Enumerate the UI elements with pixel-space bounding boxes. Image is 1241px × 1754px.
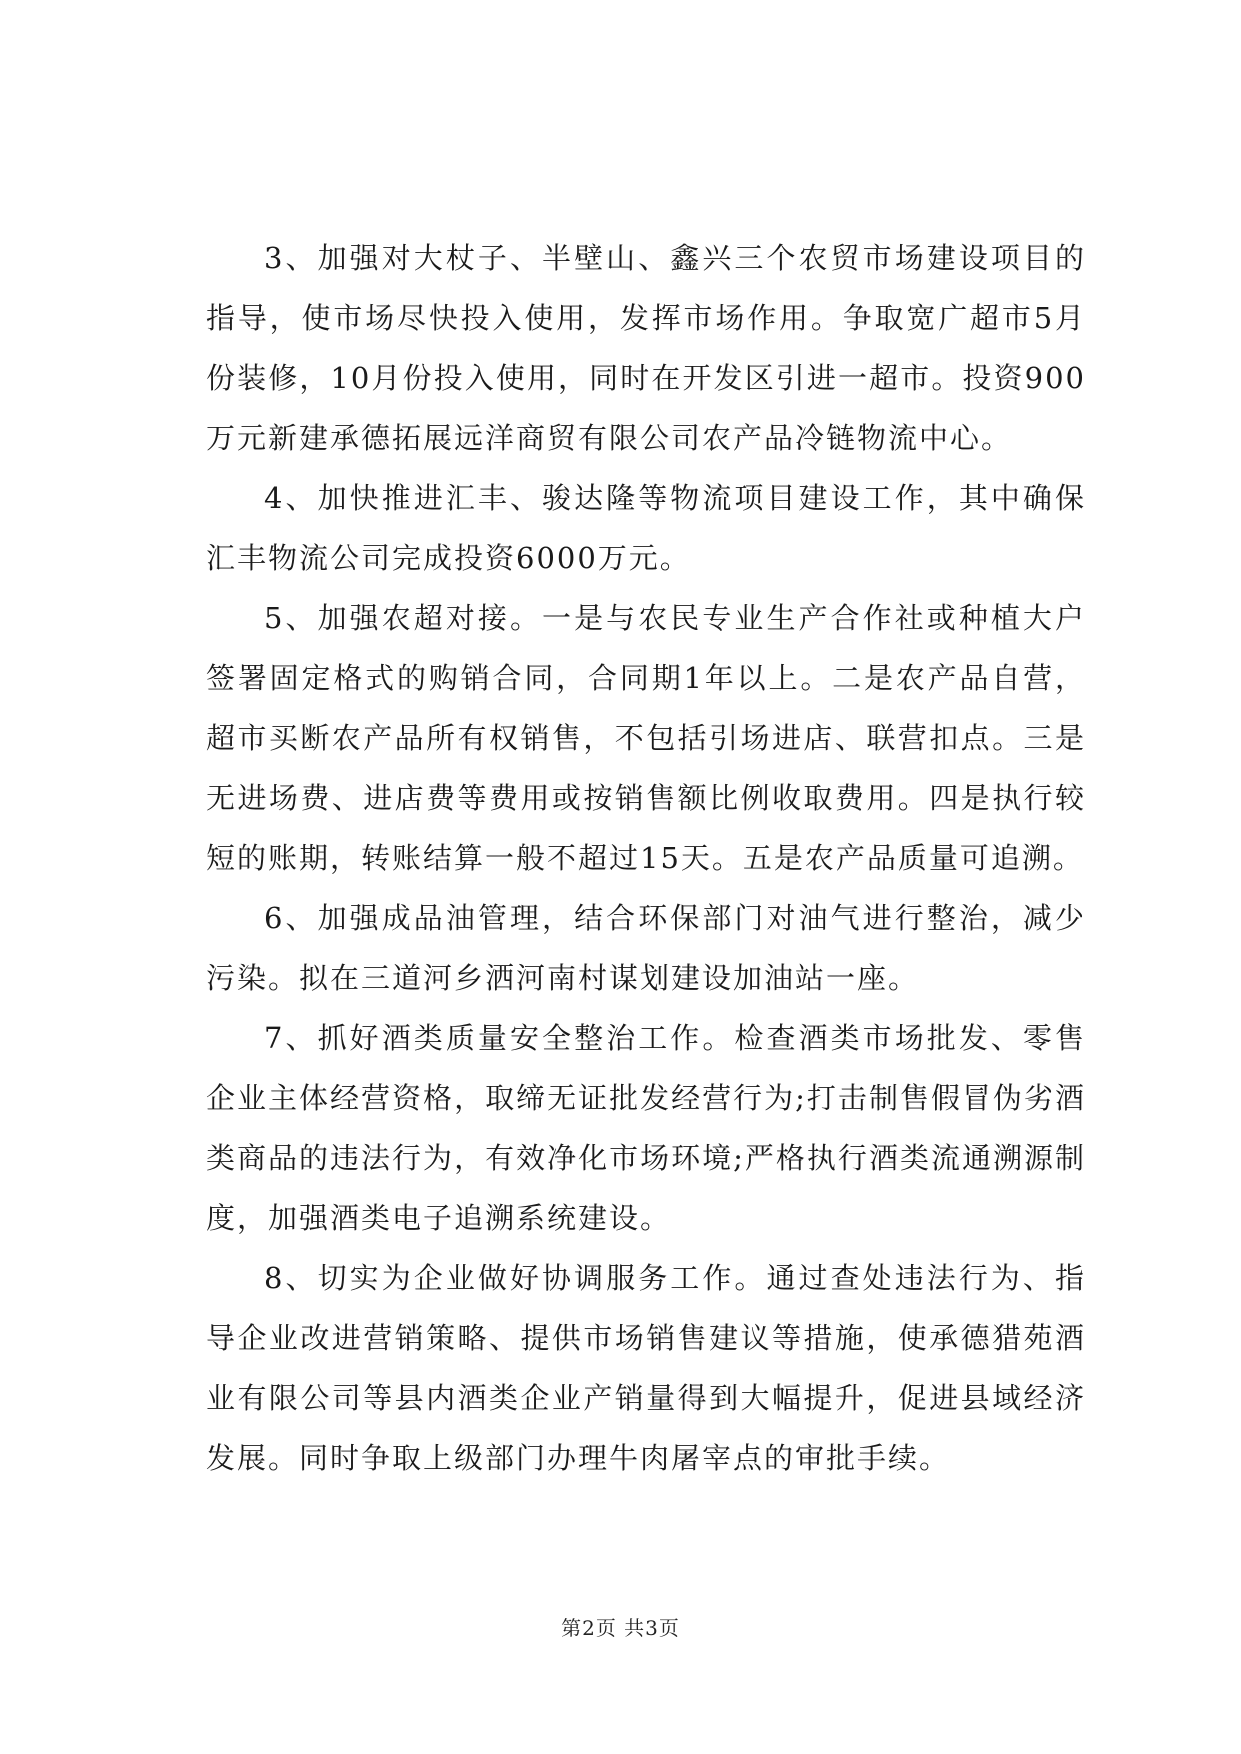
paragraph-item-5: 5、加强农超对接。一是与农民专业生产合作社或种植大户签署固定格式的购销合同，合同期1年以上。二是农产品自营，超市买断农产品所有权销售，不包括引场进店、联营扣点。三是无进场费、进店费等费用或按销售额比例收取费用。四是执行较短的账期，转账结算一般不超过15天。五是农产品质量可追溯。	[206, 601, 1086, 875]
paragraph-item-7: 7、抓好酒类质量安全整治工作。检查酒类市场批发、零售企业主体经营资格，取缔无证批发经营行为;打击制售假冒伪劣酒类商品的违法行为，有效净化市场环境;严格执行酒类流通溯源制度，加强酒类电子追溯系统建设。	[206, 1021, 1086, 1235]
paragraph-item-4: 4、加快推进汇丰、骏达隆等物流项目建设工作，其中确保汇丰物流公司完成投资6000万元。	[206, 481, 1086, 575]
paragraph-item-6: 6、加强成品油管理，结合环保部门对油气进行整治，减少污染。拟在三道河乡洒河南村谋划建设加油站一座。	[206, 901, 1086, 995]
paragraph-item-3: 3、加强对大杖子、半壁山、鑫兴三个农贸市场建设项目的指导，使市场尽快投入使用，发挥市场作用。争取宽广超市5月份装修，10月份投入使用，同时在开发区引进一超市。投资900万元新建承德拓展远洋商贸有限公司农产品冷链物流中心。	[206, 241, 1086, 455]
document-body	[206, 228, 1086, 1488]
page-footer: 第2页 共3页	[561, 1616, 680, 1640]
paragraph-item-8: 8、切实为企业做好协调服务工作。通过查处违法行为、指导企业改进营销策略、提供市场销售建议等措施，使承德猎苑酒业有限公司等县内酒类企业产销量得到大幅提升，促进县域经济发展。同时争取上级部门办理牛肉屠宰点的审批手续。	[206, 1261, 1086, 1475]
